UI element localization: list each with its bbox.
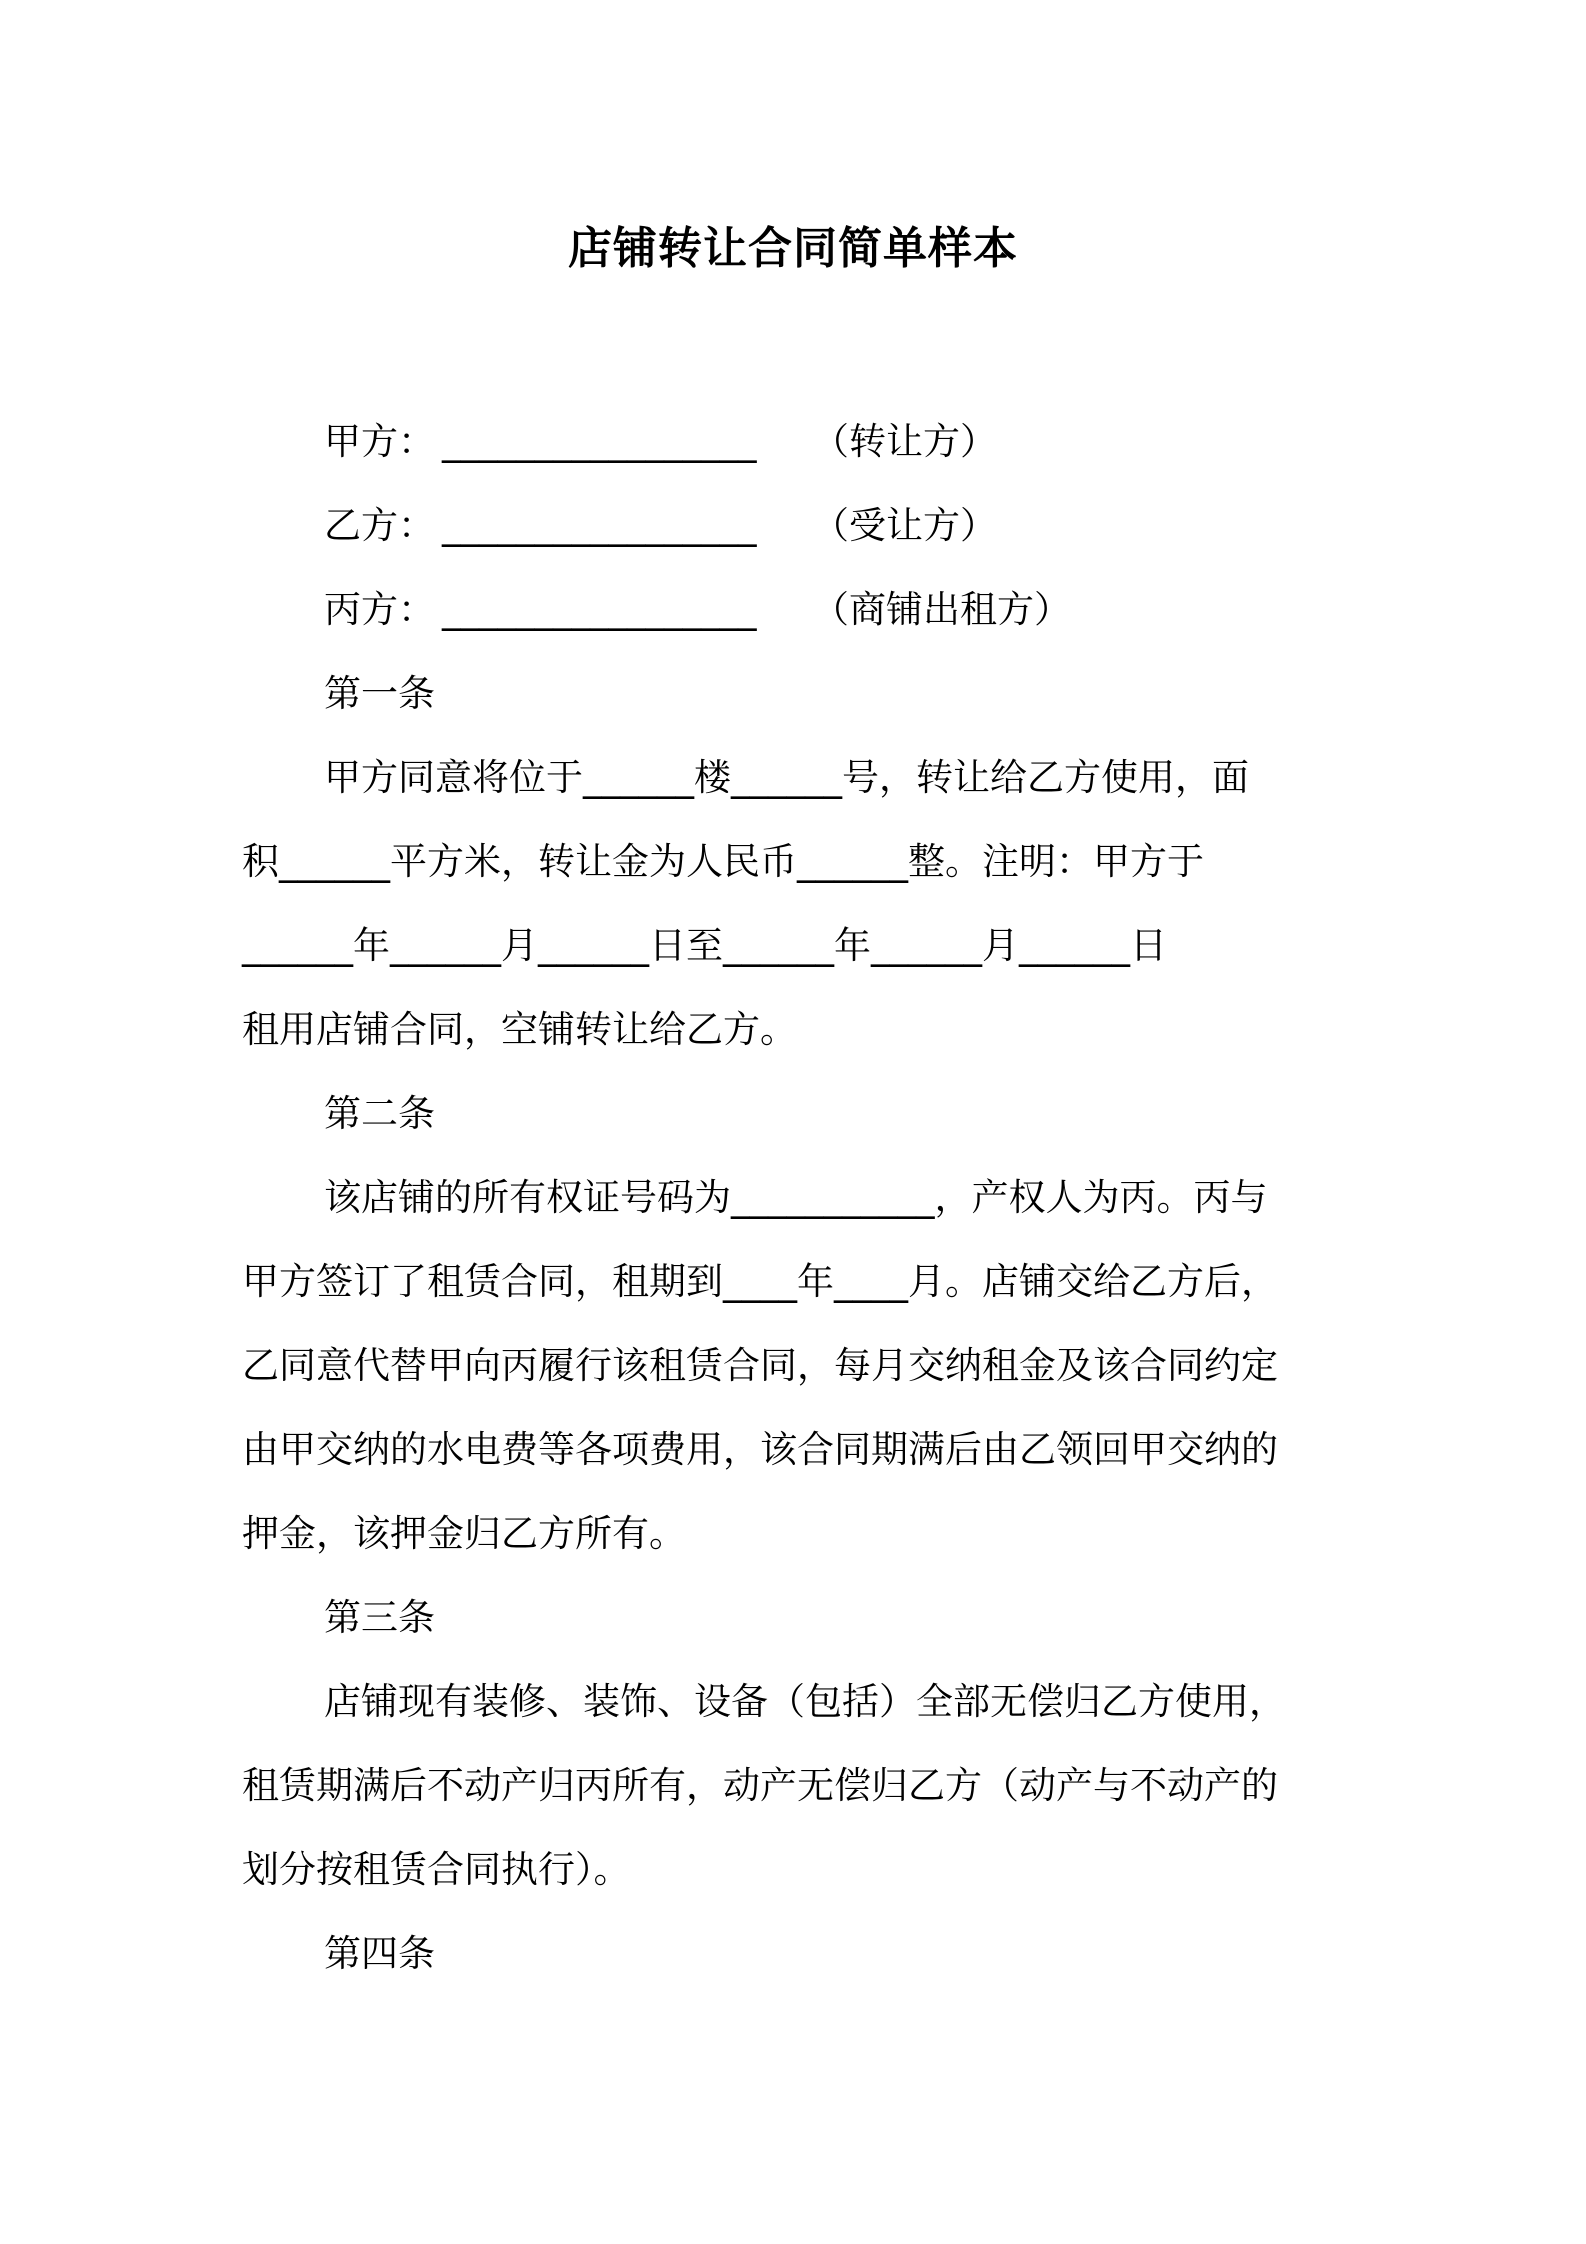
article-1-line: 甲方同意将位于______楼______号，转让给乙方使用，面	[324, 756, 1249, 799]
article-1-line: 租用店铺合同，空铺转让给乙方。	[242, 1008, 797, 1051]
document-body	[242, 400, 1362, 1996]
article-1-line: ______年______月______日至______年______月______日	[242, 924, 1167, 967]
party-bing	[242, 568, 1362, 652]
article-2-line: 甲方签订了租赁合同，租期到____年____月。店铺交给乙方后，	[242, 1260, 1278, 1303]
article-3-line: 店铺现有装修、装饰、设备（包括）全部无偿归乙方使用，	[324, 1680, 1286, 1723]
party-label: 甲方：	[324, 420, 435, 463]
document-title: 店铺转让合同简单样本	[568, 223, 1018, 274]
article-4-heading: 第四条	[324, 1932, 435, 1975]
article-1-line: 积______平方米，转让金为人民币______整。注明：甲方于	[242, 840, 1204, 883]
article-2-line: 押金，该押金归乙方所有。	[242, 1512, 686, 1555]
party-role: （受让方）	[812, 504, 997, 547]
article-3-heading: 第三条	[324, 1596, 435, 1639]
party-label: 乙方：	[324, 504, 435, 547]
article-2-heading: 第二条	[324, 1092, 435, 1135]
party-role: （转让方）	[812, 420, 997, 463]
article-2-line: 由甲交纳的水电费等各项费用，该合同期满后由乙领回甲交纳的	[242, 1428, 1278, 1471]
article-1-heading: 第一条	[324, 672, 435, 715]
party-role: （商铺出租方）	[812, 588, 1071, 631]
article-2-line: 该店铺的所有权证号码为___________，产权人为丙。丙与	[324, 1176, 1268, 1219]
article-3-line: 划分按租赁合同执行）。	[242, 1848, 631, 1891]
party-name-blank: _________________	[442, 420, 757, 463]
party-name-blank: _________________	[442, 504, 757, 547]
article-3-line: 租赁期满后不动产归丙所有，动产无偿归乙方（动产与不动产的	[242, 1764, 1278, 1807]
party-yi	[242, 484, 1362, 568]
party-name-blank: _________________	[442, 588, 757, 631]
party-jia	[242, 400, 1362, 484]
party-label: 丙方：	[324, 588, 435, 631]
article-2-line: 乙同意代替甲向丙履行该租赁合同，每月交纳租金及该合同约定	[242, 1344, 1278, 1387]
